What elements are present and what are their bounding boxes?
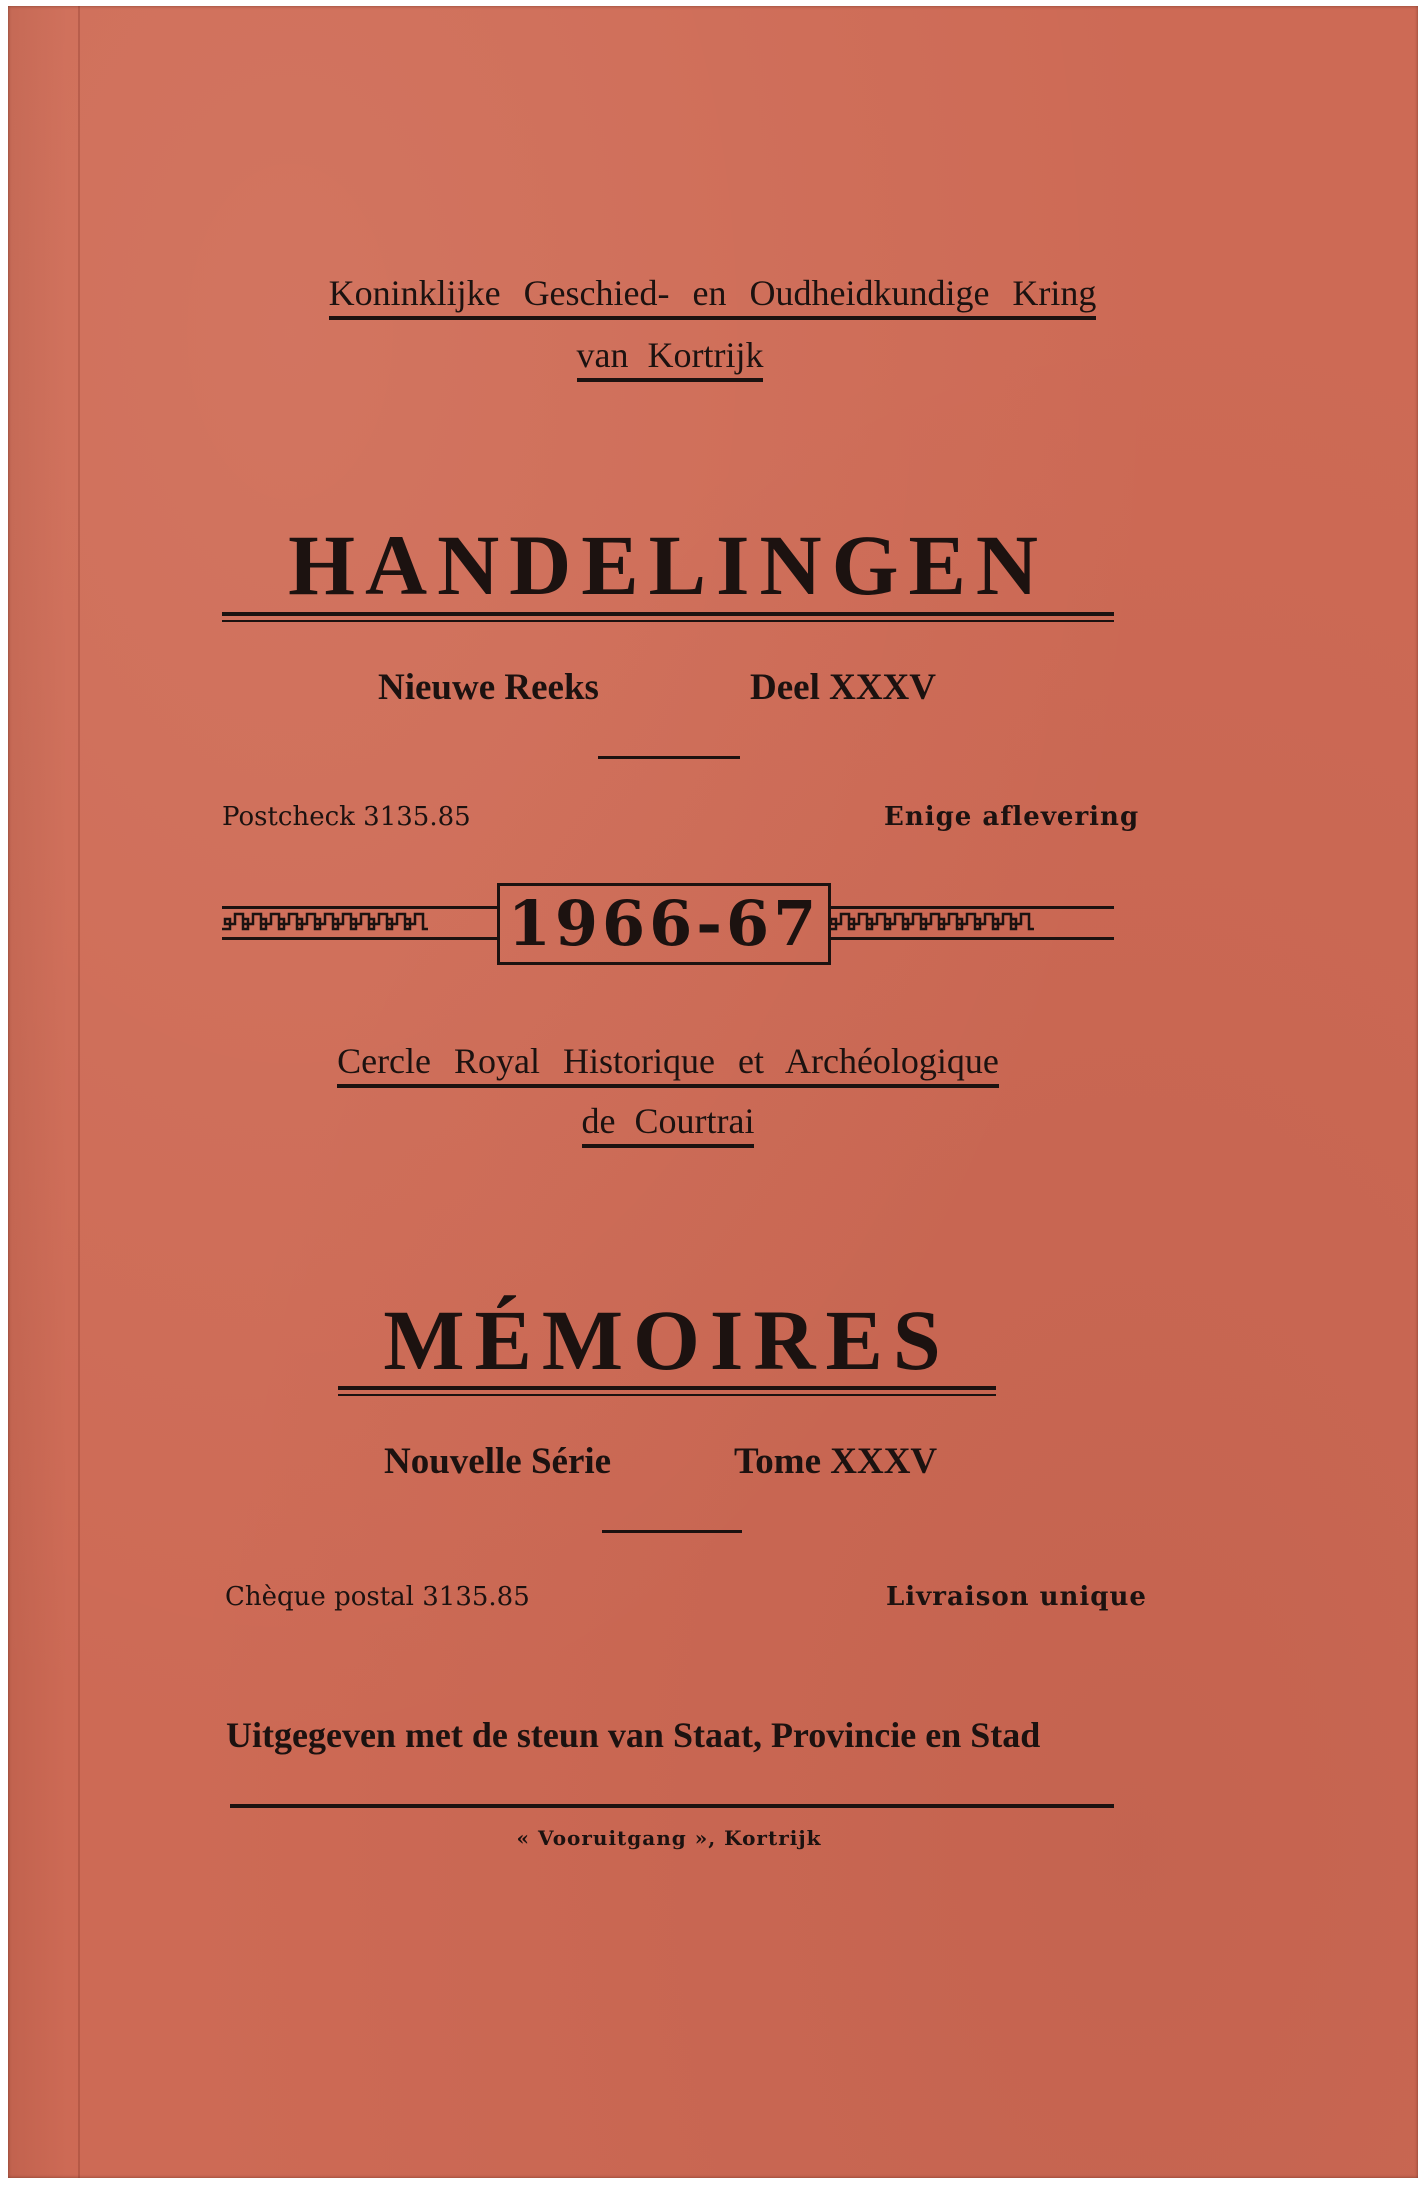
- french-org-line2: de Courtrai: [582, 1100, 755, 1148]
- french-postal: Chèque postal 3135.85: [225, 1582, 530, 1612]
- support-line: Uitgegeven met de steun van Staat, Provincie en Stad: [226, 1715, 1041, 1755]
- dutch-org-line1: Koninklijke Geschied- en Oudheidkundige Kring: [329, 272, 1097, 320]
- french-volume: Tome XXXV: [734, 1441, 938, 1482]
- dutch-volume: Deel XXXV: [750, 667, 936, 708]
- dutch-org-line2-wrap: [0, 334, 1340, 382]
- dutch-issue: Enige aflevering: [884, 802, 1140, 832]
- greek-key-band-right: [828, 906, 1114, 940]
- footer-rule: [230, 1804, 1114, 1808]
- dutch-org-line1-wrap: [0, 272, 1425, 320]
- dutch-series: Nieuwe Reeks: [378, 667, 599, 708]
- book-cover: [8, 6, 1418, 2178]
- french-divider: [602, 1530, 742, 1533]
- dutch-postal: Postcheck 3135.85: [222, 802, 471, 832]
- french-org-line1-wrap: [0, 1040, 1336, 1088]
- dutch-divider: [598, 756, 740, 759]
- dutch-org-line2: van Kortrijk: [577, 334, 764, 382]
- greek-key-band-left: [222, 906, 497, 940]
- printer-imprint: « Vooruitgang », Kortrijk: [516, 1826, 822, 1850]
- year-box: [497, 883, 831, 965]
- spine-crease: [78, 6, 80, 2178]
- year: 1966-67: [507, 887, 821, 960]
- dutch-title: HANDELINGEN: [288, 517, 1048, 613]
- french-title-rule: [338, 1386, 996, 1396]
- french-org-line1: Cercle Royal Historique et Archéologique: [337, 1040, 999, 1088]
- french-org-line2-wrap: [0, 1100, 1336, 1148]
- french-series: Nouvelle Série: [384, 1441, 612, 1482]
- dutch-title-rule: [222, 612, 1114, 622]
- french-issue: Livraison unique: [886, 1582, 1147, 1612]
- french-title: MÉMOIRES: [383, 1292, 951, 1388]
